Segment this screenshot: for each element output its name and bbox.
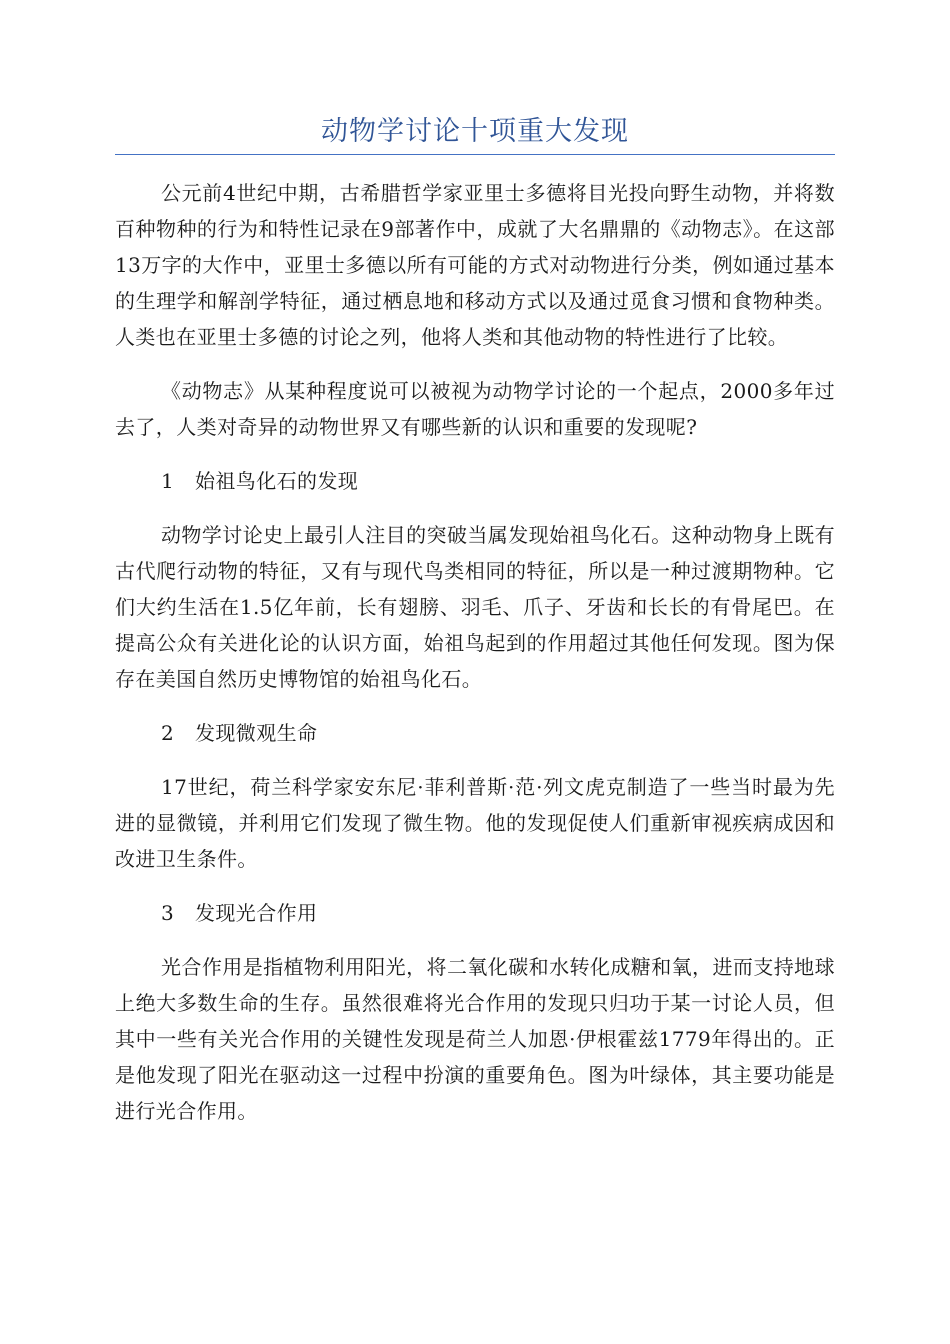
intro-paragraph-2: 《动物志》从某种程度说可以被视为动物学讨论的一个起点，2000多年过去了，人类对奇异的动物世界又有哪些新的认识和重要的发现呢? [115,379,835,439]
section-2-heading [115,715,835,751]
document-title: 动物学讨论十项重大发现 [321,116,629,147]
section-3-number: 3 [161,901,175,925]
title-underline [115,154,835,155]
section-2-number: 2 [161,721,175,745]
section-3-heading [115,895,835,931]
section-2-text: 17世纪，荷兰科学家安东尼·菲利普斯·范·列文虎克制造了一些当时最为先进的显微镜，并利用它们发现了微生物。他的发现促使人们重新审视疾病成因和改进卫生条件。 [115,775,835,871]
section-2-title: 发现微观生命 [195,721,318,745]
section-1-text: 动物学讨论史上最引人注目的突破当属发现始祖鸟化石。这种动物身上既有古代爬行动物的特征，又有与现代鸟类相同的特征，所以是一种过渡期物种。它们大约生活在1.5亿年前，长有翅膀、羽毛、爪子、牙齿和长长的有骨尾巴。在提高公众有关进化论的认识方面，始祖鸟起到的作用超过其他任何发现。图为保存在美国自然历史博物馆的始祖鸟化石。 [115,523,835,691]
document-body [115,175,835,1147]
section-1-heading [115,463,835,499]
section-3-text: 光合作用是指植物利用阳光，将二氧化碳和水转化成糖和氧，进而支持地球上绝大多数生命的生存。虽然很难将光合作用的发现只归功于某一讨论人员，但其中一些有关光合作用的关键性发现是荷兰人加恩·伊根霍兹1779年得出的。正是他发现了阳光在驱动这一过程中扮演的重要角色。图为叶绿体，其主要功能是进行光合作用。 [115,955,835,1123]
section-3-title: 发现光合作用 [195,901,318,925]
section-1-number: 1 [161,469,175,493]
intro-paragraph-1: 公元前4世纪中期，古希腊哲学家亚里士多德将目光投向野生动物，并将数百种物种的行为和特性记录在9部著作中，成就了大名鼎鼎的《动物志》。在这部13万字的大作中，亚里士多德以所有可能的方式对动物进行分类，例如通过基本的生理学和解剖学特征，通过栖息地和移动方式以及通过觅食习惯和食物种类。人类也在亚里士多德的讨论之列，他将人类和其他动物的特性进行了比较。 [115,181,835,349]
section-1-title: 始祖鸟化石的发现 [195,469,359,493]
